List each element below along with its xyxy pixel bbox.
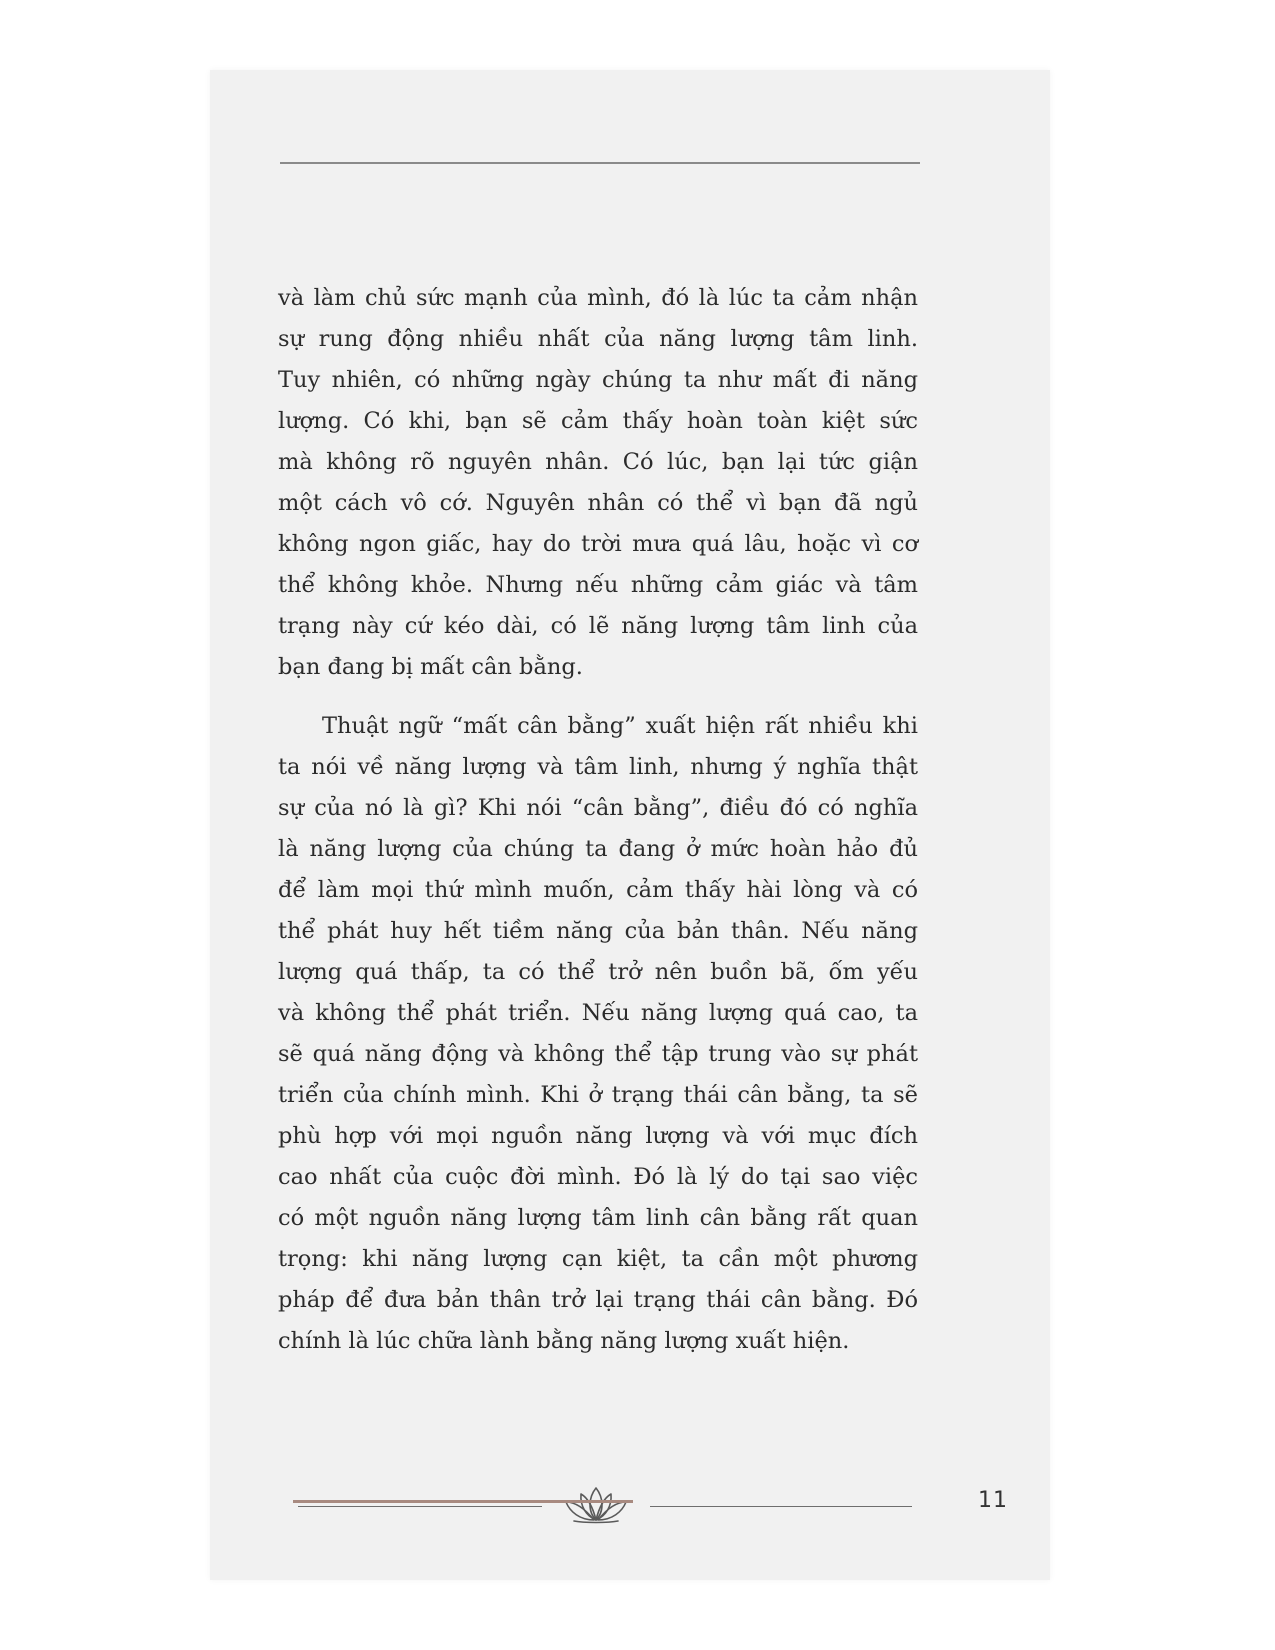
text-line: Tuy nhiên, có những ngày chúng ta như mất đi năng [278, 367, 918, 393]
text-line: sự rung động nhiều nhất của năng lượng tâm linh. [278, 326, 918, 352]
text-line: có một nguồn năng lượng tâm linh cân bằng rất quan [278, 1205, 918, 1231]
lotus-icon [550, 1484, 642, 1524]
page-edge-strip [293, 1500, 633, 1503]
page-number: 11 [978, 1488, 1008, 1513]
text-line: để làm mọi thứ mình muốn, cảm thấy hài lòng và có [278, 877, 918, 903]
text-line: Thuật ngữ “mất cân bằng” xuất hiện rất nhiều khi [322, 713, 918, 739]
text-line: bạn đang bị mất cân bằng. [278, 654, 583, 680]
text-line: sẽ quá năng động và không thể tập trung vào sự phát [278, 1041, 918, 1067]
text-line: là năng lượng của chúng ta đang ở mức hoàn hảo đủ [278, 836, 918, 862]
text-line: một cách vô cớ. Nguyên nhân có thể vì bạn đã ngủ [278, 490, 918, 516]
text-line: mà không rõ nguyên nhân. Có lúc, bạn lại tức giận [278, 449, 918, 475]
text-line: và không thể phát triển. Nếu năng lượng quá cao, ta [278, 1000, 918, 1026]
header-rule [280, 162, 920, 164]
footer-rule-left [298, 1506, 542, 1507]
text-line: triển của chính mình. Khi ở trạng thái cân bằng, ta sẽ [278, 1082, 918, 1108]
text-line: phù hợp với mọi nguồn năng lượng và với mục đích [278, 1123, 918, 1149]
text-line: cao nhất của cuộc đời mình. Đó là lý do tại sao việc [278, 1164, 918, 1190]
text-line: và làm chủ sức mạnh của mình, đó là lúc ta cảm nhận [278, 285, 918, 311]
text-line: thể không khỏe. Nhưng nếu những cảm giác và tâm [278, 572, 918, 598]
text-line: trọng: khi năng lượng cạn kiệt, ta cần một phương [278, 1246, 918, 1272]
paragraph-1 [278, 278, 918, 688]
text-line: trạng này cứ kéo dài, có lẽ năng lượng tâm linh của [278, 613, 918, 639]
text-line: lượng quá thấp, ta có thể trở nên buồn bã, ốm yếu [278, 959, 918, 985]
text-line: pháp để đưa bản thân trở lại trạng thái cân bằng. Đó [278, 1287, 918, 1313]
text-line: thể phát huy hết tiềm năng của bản thân. Nếu năng [278, 918, 918, 944]
footer-rule-right [650, 1506, 912, 1507]
text-line: ta nói về năng lượng và tâm linh, nhưng ý nghĩa thật [278, 754, 918, 780]
book-page [210, 70, 1050, 1580]
text-line: chính là lúc chữa lành bằng năng lượng xuất hiện. [278, 1328, 850, 1354]
page-body [278, 278, 918, 1362]
text-line: sự của nó là gì? Khi nói “cân bằng”, điều đó có nghĩa [278, 795, 918, 821]
page-footer [298, 1484, 1038, 1524]
paragraph-2 [278, 706, 918, 1362]
text-line: không ngon giấc, hay do trời mưa quá lâu, hoặc vì cơ [278, 531, 918, 557]
text-line: lượng. Có khi, bạn sẽ cảm thấy hoàn toàn kiệt sức [278, 408, 918, 434]
